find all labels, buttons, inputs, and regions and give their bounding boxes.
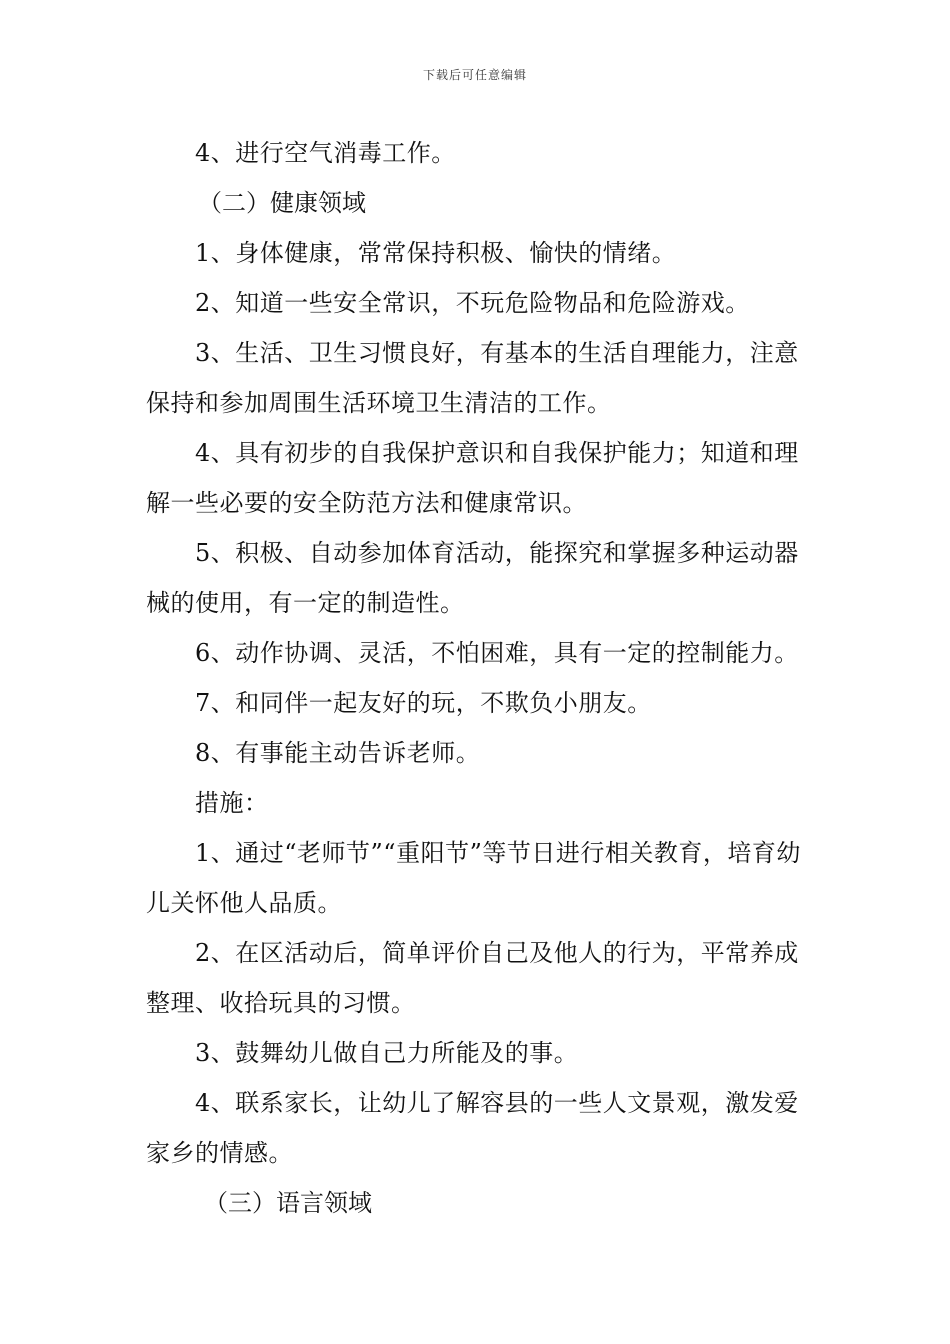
health-goal-6: 6、动作协调、灵活，不怕困难，具有一定的控制能力。: [195, 639, 799, 667]
health-goal-8: 8、有事能主动告诉老师。: [195, 739, 481, 767]
page-header-note: 下载后可任意编辑: [422, 68, 527, 82]
measure-4: 4、联系家长，让幼儿了解容县的一些人文景观，激发爱家乡的情感。: [146, 1089, 799, 1167]
paragraph-air-disinfection: 4、进行空气消毒工作。: [195, 139, 456, 167]
health-goal-5: 5、积极、自动参加体育活动，能探究和掌握多种运动器械的使用，有一定的制造性。: [146, 539, 799, 617]
measure-3: 3、鼓舞幼儿做自己力所能及的事。: [195, 1039, 579, 1067]
health-goal-2: 2、知道一些安全常识，不玩危险物品和危险游戏。: [195, 289, 750, 317]
section-heading-language: （三）语言领域: [204, 1189, 372, 1217]
document-body: [146, 128, 811, 1228]
health-goal-3: 3、生活、卫生习惯良好，有基本的生活自理能力，注意保持和参加周围生活环境卫生清洁的工作。: [146, 339, 799, 417]
health-goal-4: 4、具有初步的自我保护意识和自我保护能力；知道和理解一些必要的安全防范方法和健康常识。: [146, 439, 799, 517]
health-goal-7: 7、和同伴一起友好的玩，不欺负小朋友。: [195, 689, 652, 717]
health-goal-1: 1、身体健康，常常保持积极、愉快的情绪。: [195, 239, 677, 267]
measure-1: 1、通过“老师节”“重阳节”等节日进行相关教育，培育幼儿关怀他人品质。: [146, 839, 801, 917]
section-heading-health: （二）健康领域: [198, 189, 366, 217]
measure-2: 2、在区活动后，简单评价自己及他人的行为，平常养成整理、收拾玩具的习惯。: [146, 939, 799, 1017]
measures-label: 措施：: [195, 789, 269, 817]
